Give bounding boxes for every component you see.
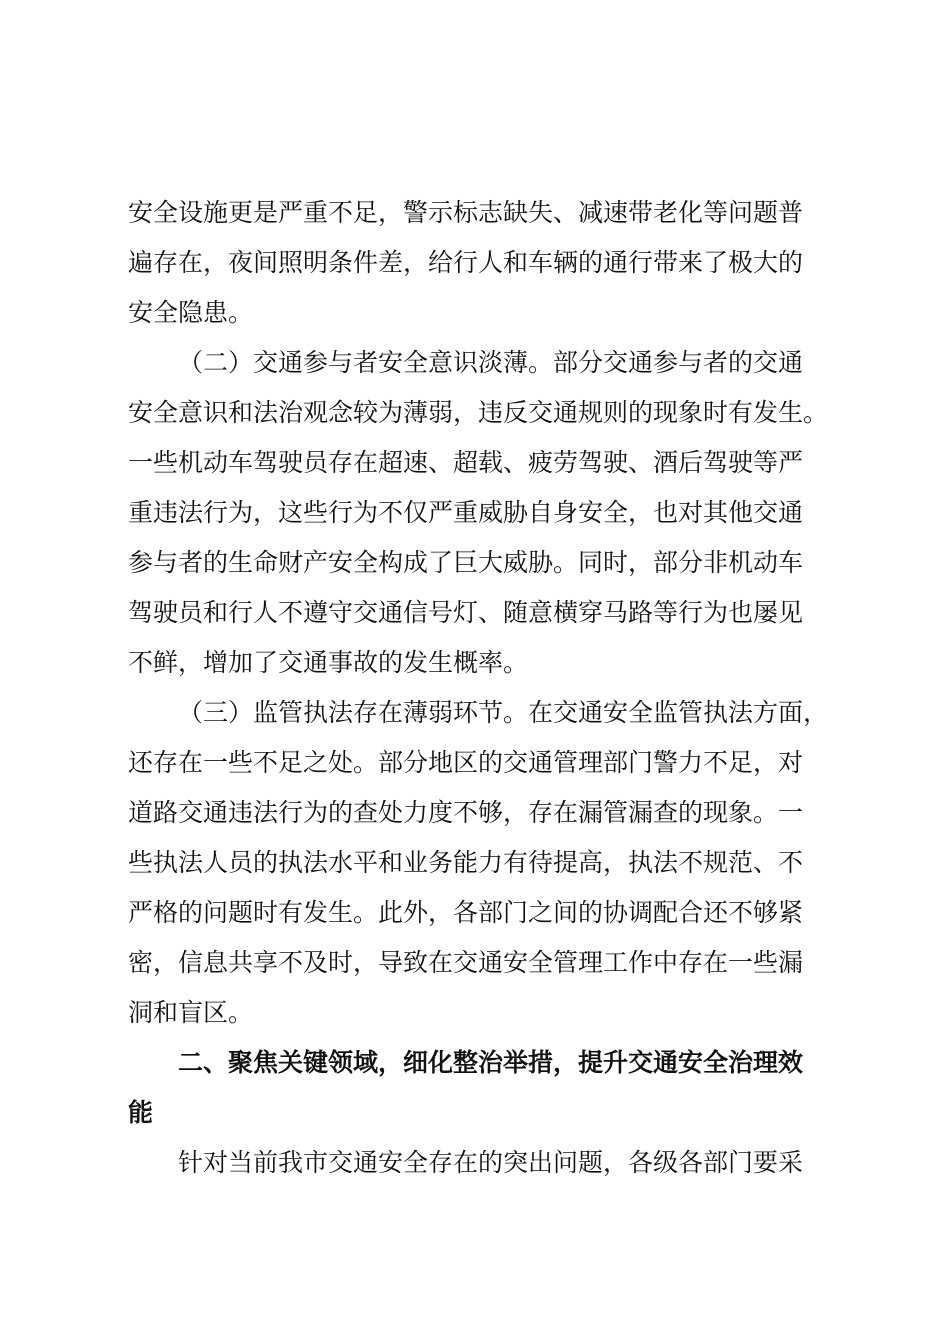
text-line: 驾驶员和行人不遵守交通信号灯、随意横穿马路等行为也屡见 (128, 598, 804, 627)
text-line: 密，信息共享不及时，导致在交通安全管理工作中存在一些漏 (128, 948, 804, 977)
text-line: 严格的问题时有发生。此外，各部门之间的协调配合还不够紧 (128, 898, 804, 927)
text-line: 遍存在，夜间照明条件差，给行人和车辆的通行带来了极大的 (128, 248, 804, 277)
text-line: 还存在一些不足之处。部分地区的交通管理部门警力不足，对 (128, 748, 804, 777)
text-line: 安全意识和法治观念较为薄弱，违反交通规则的现象时有发生。 (128, 398, 829, 427)
subsection-heading-3: （三）监管执法存在薄弱环节。在交通安全监管执法方面， (178, 698, 829, 727)
text-line: 一些机动车驾驶员存在超速、超载、疲劳驾驶、酒后驾驶等严 (128, 448, 804, 477)
text-line: 重违法行为，这些行为不仅严重威胁自身安全，也对其他交通 (128, 498, 804, 527)
paragraph-first-line: 针对当前我市交通安全存在的突出问题，各级各部门要采 (178, 1148, 804, 1177)
text-line: 不鲜，增加了交通事故的发生概率。 (128, 648, 529, 677)
text-line: 安全隐患。 (128, 298, 254, 327)
text-line: 安全设施更是严重不足，警示标志缺失、减速带老化等问题普 (128, 198, 804, 227)
text-line: 些执法人员的执法水平和业务能力有待提高，执法不规范、不 (128, 848, 804, 877)
text-line: 洞和盲区。 (128, 998, 254, 1027)
text-line: 参与者的生命财产安全构成了巨大威胁。同时，部分非机动车 (128, 548, 804, 577)
subsection-heading-2: （二）交通参与者安全意识淡薄。部分交通参与者的交通 (178, 348, 804, 377)
text-line: 道路交通违法行为的查处力度不够，存在漏管漏查的现象。一 (128, 798, 804, 827)
section-heading-continuation: 能 (128, 1098, 154, 1127)
section-heading: 二、聚焦关键领域，细化整治举措，提升交通安全治理效 (178, 1048, 804, 1077)
